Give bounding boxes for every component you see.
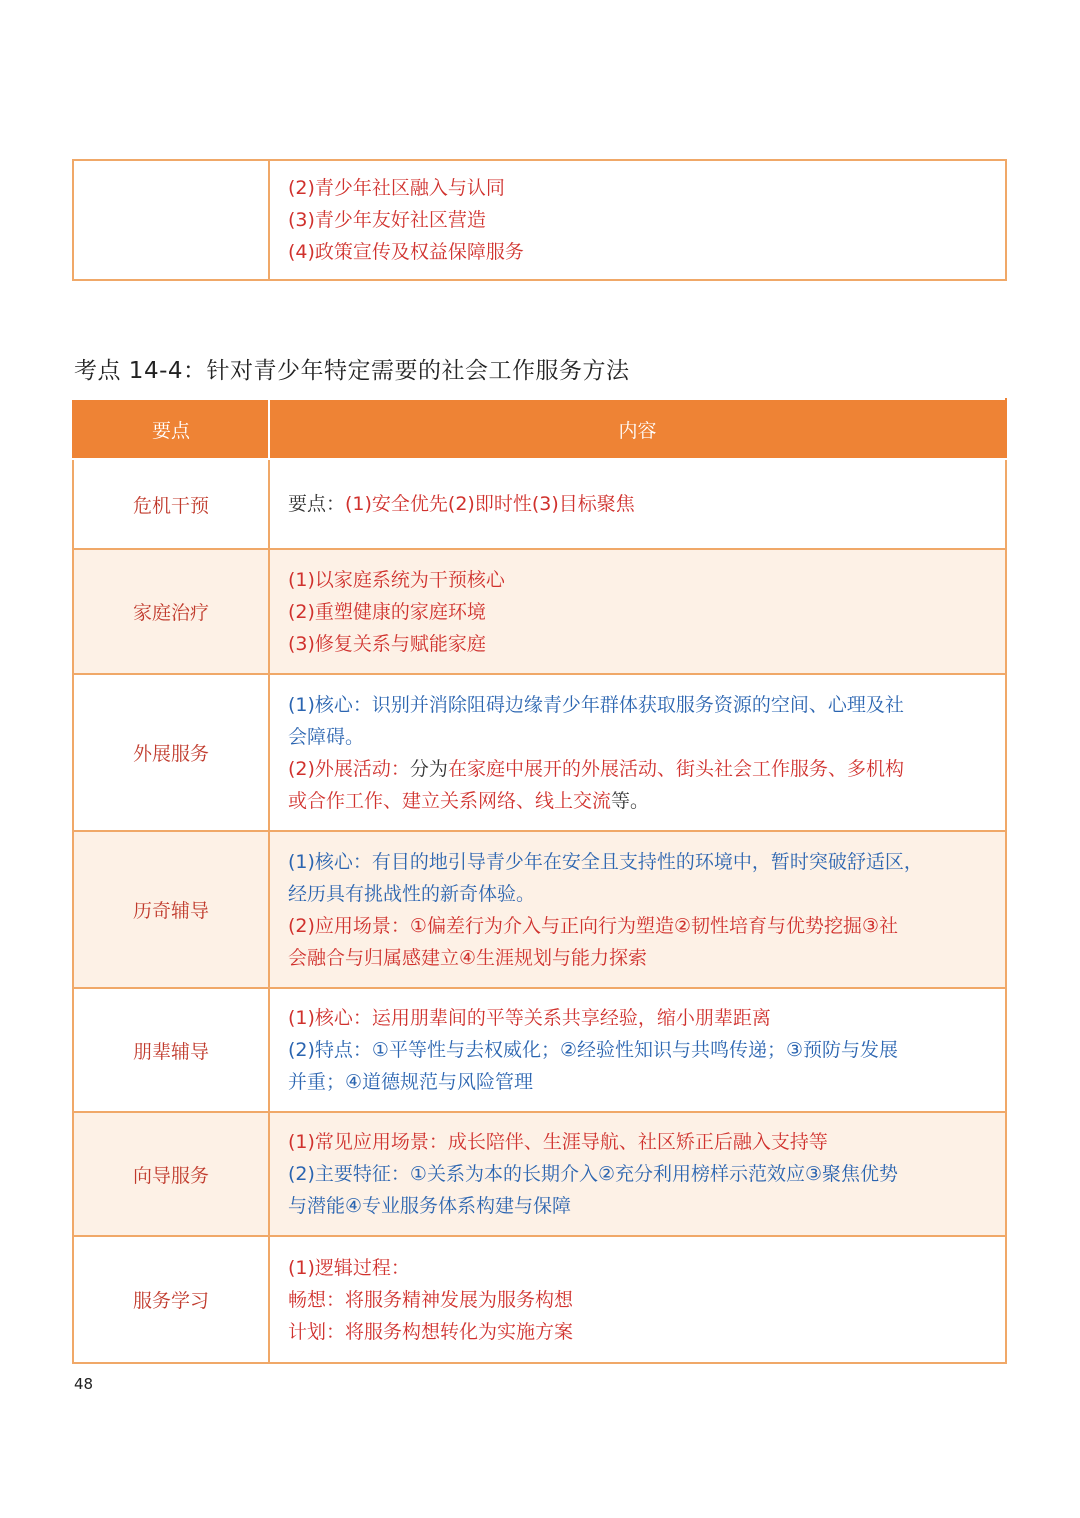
- content-line: [288, 1066, 987, 1098]
- row-content: [269, 831, 1006, 988]
- table-row: [73, 459, 1006, 549]
- content-segment: (3)修复关系与赋能家庭: [288, 632, 486, 655]
- row-content: [269, 549, 1006, 674]
- content-line: [288, 846, 987, 878]
- content-segment: 会障碍。: [288, 725, 365, 748]
- top-table-key-cell: [73, 160, 269, 280]
- content-segment: 计划：将服务构想转化为实施方案: [288, 1320, 574, 1343]
- table-row: [73, 549, 1006, 674]
- row-key: 危机干预: [73, 459, 269, 549]
- table-row: [73, 988, 1006, 1112]
- header-content: 内容: [269, 399, 1006, 459]
- top-line-1: (2)青少年社区融入与认同: [288, 177, 505, 199]
- content-segment: 识别并消除阻碍边缘青少年群体获取服务资源的空间、心理及社: [371, 693, 904, 716]
- content-segment: (1)安全优先(2)即时性(3)目标聚焦: [345, 493, 635, 515]
- content-segment: (2)特点：①平等性与去权威化；②经验性知识与共鸣传递；③预防与发展: [288, 1039, 899, 1061]
- row-key: 朋辈辅导: [73, 988, 269, 1112]
- content-line: [288, 1316, 987, 1348]
- row-content: [269, 1236, 1006, 1363]
- content-line: [288, 910, 987, 942]
- content-segment: 等。: [611, 789, 650, 812]
- top-line-2: (3)青少年友好社区营造: [288, 209, 486, 231]
- content-line: [288, 628, 987, 660]
- row-key: 家庭治疗: [73, 549, 269, 674]
- top-line-3: (4)政策宣传及权益保障服务: [288, 241, 524, 263]
- content-line: [288, 1284, 987, 1316]
- content-segment: (2)主要特征：①关系为本的长期介入②充分利用榜样示范效应③聚焦优势: [288, 1163, 899, 1185]
- content-segment: 或合作工作、建立关系网络、线上交流: [288, 789, 612, 812]
- content-line: [288, 1252, 987, 1284]
- row-content: [269, 459, 1006, 549]
- content-segment: 要点：: [288, 493, 346, 515]
- row-content: [269, 988, 1006, 1112]
- row-content: [269, 1112, 1006, 1236]
- content-line: [288, 753, 987, 785]
- table-row: [73, 1236, 1006, 1363]
- table-row: [73, 1112, 1006, 1236]
- content-line: [288, 721, 987, 753]
- table-row: [73, 674, 1006, 831]
- section-title: 考点 14-4：针对青少年特定需要的社会工作服务方法: [74, 358, 630, 384]
- content-segment: 并重；④道德规范与风险管理: [288, 1071, 534, 1093]
- content-segment: 经历具有挑战性的新奇体验。: [288, 882, 536, 905]
- content-segment: (1)核心：运用朋辈间的平等关系共享经验，缩小朋辈距离: [288, 1007, 771, 1029]
- content-segment: 与潜能④专业服务体系构建与保障: [288, 1195, 572, 1217]
- content-line: [288, 1190, 987, 1222]
- content-line: [288, 1126, 987, 1158]
- content-line: [288, 1034, 987, 1066]
- content-line: [288, 1158, 987, 1190]
- row-key: 服务学习: [73, 1236, 269, 1363]
- top-table-content-cell: [269, 160, 1006, 280]
- content-line: [288, 488, 987, 520]
- header-key: 要点: [73, 399, 269, 459]
- row-content: [269, 674, 1006, 831]
- row-key: 历奇辅导: [73, 831, 269, 988]
- content-segment: (1)核心：有目的地引导青少年在安全且支持性的环境中，暂时突破舒适区，: [288, 850, 923, 873]
- methods-table: [72, 398, 1007, 1364]
- content-line: [288, 942, 987, 974]
- content-segment: (1)常见应用场景：成长陪伴、生涯导航、社区矫正后融入支持等: [288, 1131, 828, 1153]
- content-segment: 在家庭中展开的外展活动、街头社会工作服务、多机构: [447, 757, 904, 780]
- content-segment: 分为: [409, 757, 448, 780]
- content-line: [288, 878, 987, 910]
- content-segment: (1)核心：: [288, 693, 372, 716]
- content-segment: (2)重塑健康的家庭环境: [288, 600, 486, 623]
- content-segment: (1)以家庭系统为干预核心: [288, 568, 505, 591]
- page-number: 48: [74, 1375, 94, 1393]
- top-continuation-table: [72, 159, 1007, 281]
- table-row: [73, 831, 1006, 988]
- content-segment: 畅想：将服务精神发展为服务构想: [288, 1288, 574, 1311]
- methods-table-body: [73, 459, 1006, 1363]
- content-segment: (1)逻辑过程：: [288, 1256, 410, 1279]
- content-segment: (2)应用场景：①偏差行为介入与正向行为塑造②韧性培育与优势挖掘③社: [288, 914, 899, 937]
- content-line: [288, 596, 987, 628]
- row-key: 向导服务: [73, 1112, 269, 1236]
- content-line: [288, 785, 987, 817]
- row-key: 外展服务: [73, 674, 269, 831]
- content-line: [288, 1002, 987, 1034]
- content-segment: (2)外展活动：: [288, 757, 410, 780]
- content-line: [288, 689, 987, 721]
- content-line: [288, 564, 987, 596]
- content-segment: 会融合与归属感建立④生涯规划与能力探索: [288, 946, 648, 969]
